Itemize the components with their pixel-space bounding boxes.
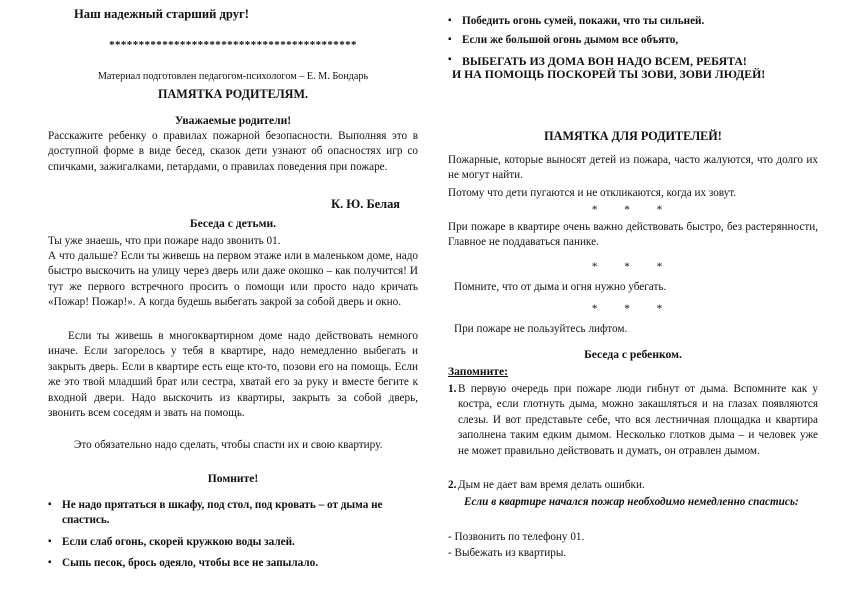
list-item: ▪ Победить огонь сумей, покажи, что ты сильней. xyxy=(448,14,818,29)
remember-heading-right: Запомните: xyxy=(448,365,508,378)
talk-paragraph-3: Это обязательно надо сделать, чтобы спасти их и свою квартиру. xyxy=(74,439,383,451)
dear-parents-heading: Уважаемые родители! xyxy=(174,114,292,127)
list-item: ▪ Если слаб огонь, скорей кружкою воды залей. xyxy=(48,535,398,550)
item-number: 1. xyxy=(448,383,457,395)
fire-note: Если в квартире начался пожар необходимо немедленно спастись: xyxy=(464,496,799,508)
action-2: - Выбежать из квартиры. xyxy=(448,547,567,559)
memo-title-right: ПАМЯТКА ДЛЯ РОДИТЕЛЕЙ! xyxy=(544,129,722,143)
item-text: В первую очередь при пожаре люди гибнут от дыма. Вспомните как у костра, если глотнуть дыма, можно закашляться и на глазах появляются слезы. И вот представьте себе, что вся лестничная площадка и квартира заполнена таким едким дымом. Несколько глотков дыма – и человек уже не может правильно действовать и думать, он отравлен дымом. xyxy=(458,383,818,457)
intro-paragraph: Расскажите ребенку о правилах пожарной безопасности. Выполняя это в доступной форме в виде бесед, сказок дети узнают об опасностях игр со спичками, зажигалками, петардами, о правилах поведения при пожаре. xyxy=(48,130,418,173)
remember-heading: Помните! xyxy=(207,472,259,485)
talk-heading-right: Беседа с ребенком. xyxy=(584,348,682,361)
action-1: - Позвонить по телефону 01. xyxy=(448,531,585,543)
numbered-item-1 xyxy=(448,382,818,459)
paragraph-1b: Потому что дети пугаются и не откликаются, когда их зовут. xyxy=(448,187,737,199)
bullet-continuation: И НА ПОМОЩЬ ПОСКОРЕЙ ТЫ ЗОВИ, ЗОВИ ЛЮДЕЙ! xyxy=(452,67,766,81)
talk-paragraph-1: А что дальше? Если ты живешь на первом этаже или в маленьком доме, надо быстро выскочить на улицу через дверь или даже окошко – как получится! И тут же первого встречного просить о помощи или просто надо кричать «Пожар! Пожар!». А когда будешь выбегать закрой за собой дверь и окно. xyxy=(48,250,418,309)
right-bullet-list xyxy=(448,14,818,69)
header-title: Наш надежный старший друг! xyxy=(74,7,249,21)
talk-paragraph-2: Если ты живешь в многоквартирном доме надо действовать немного иначе. Если загорелось у тебя в квартире, надо немедленно выбегать и закрыть дверь. Если в квартире есть еще кто-то, позови его на помощь. Если же это твой младший брат или сестра, хватай его за руку и вместе бегите к входной двери. Надо выскочить из квартиры, закрыть за собой дверь, звонить всем соседям и звать на помощь. xyxy=(48,330,418,420)
item-number: 2. xyxy=(448,479,457,491)
item-text: Дым не дает вам время делать ошибки. xyxy=(458,479,645,491)
paragraph-2: При пожаре в квартире очень важно действовать быстро, без растерянности, Главное не поддаваться панике. xyxy=(448,221,818,249)
stars-separator: * * * xyxy=(591,261,675,273)
talk-first-line: Ты уже знаешь, что при пожаре надо звонить 01. xyxy=(48,235,281,247)
left-bullet-list xyxy=(48,498,398,572)
paragraph-3: Помните, что от дыма и огня нужно убегать. xyxy=(454,281,667,293)
talk-heading: Беседа с детьми. xyxy=(189,217,277,230)
list-item: ▪ Сыпь песок, брось одеяло, чтобы все не запылало. xyxy=(48,556,398,571)
paragraph-1: Пожарные, которые выносят детей из пожара, часто жалуются, что долго их не могут найти. xyxy=(448,154,818,182)
attribution: К. Ю. Белая xyxy=(331,197,400,211)
memo-title: ПАМЯТКА РОДИТЕЛЯМ. xyxy=(157,87,309,101)
author-line: Материал подготовлен педагогом-психологом – Е. М. Бондарь xyxy=(97,71,369,82)
paragraph-4: При пожаре не пользуйтесь лифтом. xyxy=(454,323,628,335)
numbered-item-2 xyxy=(448,478,818,493)
list-item: ▪ ВЫБЕГАТЬ ИЗ ДОМА ВОН НАДО ВСЕМ, РЕБЯТА! xyxy=(448,53,818,69)
stars-separator: * * * xyxy=(591,303,675,315)
list-item: ▪ Если же большой огонь дымом все объято, xyxy=(448,33,818,48)
list-item: ▪ Не надо прятаться в шкафу, под стол, под кровать – от дыма не спастись. xyxy=(48,498,398,529)
stars-separator: * * * xyxy=(591,204,675,216)
stars-divider: ****************************************** xyxy=(109,39,357,51)
